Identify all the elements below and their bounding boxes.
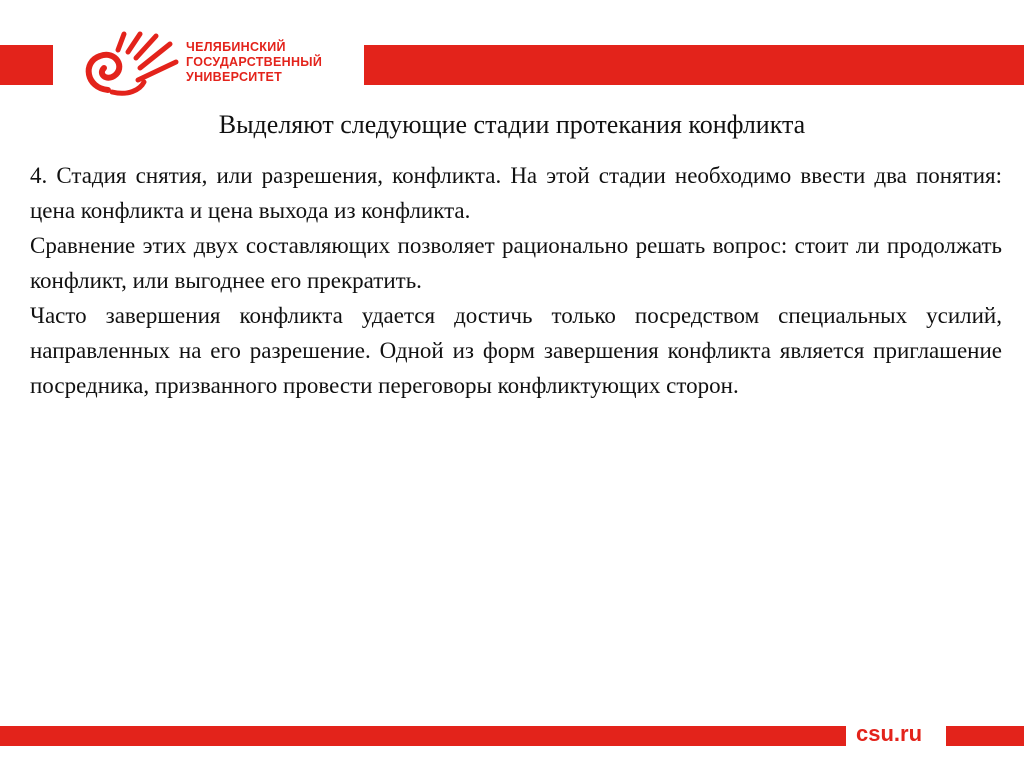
paragraph-3: Часто завершения конфликта удается достичь только посредством специальных усилий, направленных на его разрешение. Одной из форм завершения конфликта является приглашение посредника, призванного провести переговоры конфликтующих сторон. (30, 303, 1002, 398)
site-link[interactable]: csu.ru (856, 721, 923, 746)
csu-shell-logo-icon (78, 30, 182, 102)
university-name-line-3: УНИВЕРСИТЕТ (186, 70, 283, 84)
slide-title: Выделяют следующие стадии протекания конфликта (218, 110, 806, 139)
university-name-line-2: ГОСУДАРСТВЕННЫЙ (186, 55, 323, 69)
slide-body (30, 158, 1002, 403)
paragraph-1: 4. Стадия снятия, или разрешения, конфликта. На этой стадии необходимо ввести два понятия: цена конфликта и цена выхода из конфликта. (30, 163, 1002, 223)
footer-stripe-right (946, 726, 1024, 746)
header-stripe-right (364, 45, 1024, 85)
footer-stripe-left (0, 726, 846, 746)
header-stripe-left (0, 45, 53, 85)
university-name (186, 40, 322, 85)
university-name-line-1: ЧЕЛЯБИНСКИЙ (186, 40, 286, 54)
paragraph-2: Сравнение этих двух составляющих позволяет рационально решать вопрос: стоит ли продолжать конфликт, или выгоднее его прекратить. (30, 233, 1002, 293)
